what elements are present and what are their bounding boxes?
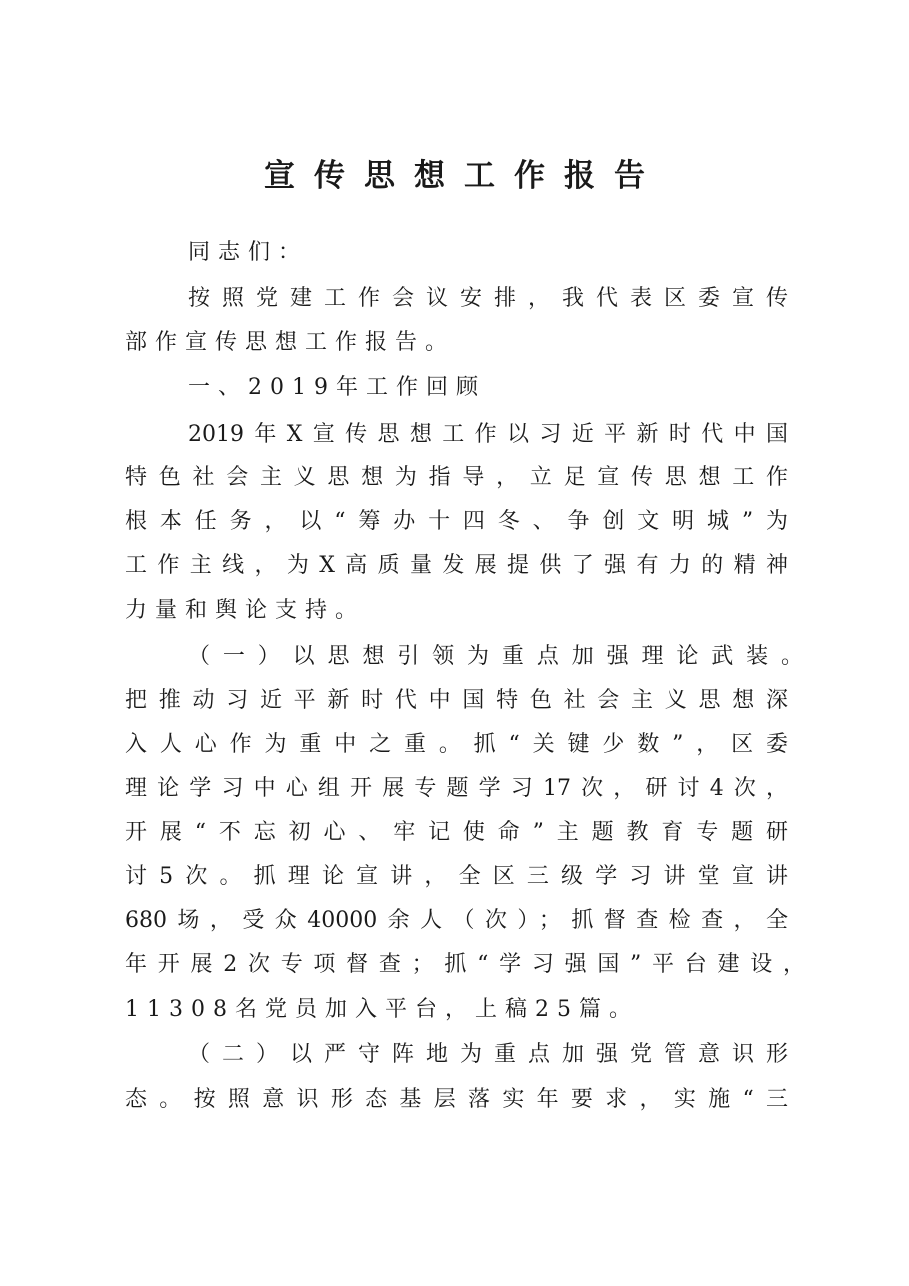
paragraph-line: 讨5次。抓理论宣讲，全区三级学习讲堂宣讲 — [125, 864, 788, 889]
salutation: 同志们： — [188, 240, 309, 265]
section-heading: 一、2019年工作回顾 — [188, 375, 486, 400]
paragraph-line: 特色社会主义思想为指导，立足宣传思想工作 — [125, 465, 788, 490]
paragraph-line: 按照党建工作会议安排，我代表区委宣传 — [188, 286, 788, 311]
paragraph-line: 11308名党员加入平台，上稿25篇。 — [125, 997, 639, 1022]
paragraph-line: 开展“不忘初心、牢记使命”主题教育专题研 — [125, 820, 788, 845]
paragraph-line: 工作主线，为X高质量发展提供了强有力的精神 — [125, 553, 788, 578]
paragraph-line: 理论学习中心组开展专题学习17次，研讨4次， — [125, 776, 788, 801]
paragraph-line: 态。按照意识形态基层落实年要求，实施“三 — [125, 1087, 788, 1112]
subsection-heading: （一）以思想引领为重点加强理论武装。 — [188, 644, 803, 669]
paragraph-line: 680场，受众40000余人（次）；抓督查检查，全 — [125, 908, 788, 933]
subsection-heading: （二）以严守阵地为重点加强党管意识形 — [188, 1042, 788, 1067]
paragraph-line: 部作宣传思想工作报告。 — [125, 330, 456, 355]
paragraph-line: 力量和舆论支持。 — [125, 598, 366, 623]
paragraph-line: 2019年X宣传思想工作以习近平新时代中国 — [188, 422, 788, 447]
paragraph-line: 入人心作为重中之重。抓“关键少数”，区委 — [125, 732, 788, 757]
document-title: 宣传思想工作报告 — [264, 158, 664, 194]
paragraph-line: 根本任务，以“筹办十四冬、争创文明城”为 — [125, 509, 788, 534]
paragraph-line: 把推动习近平新时代中国特色社会主义思想深 — [125, 688, 788, 713]
paragraph-line: 年开展2次专项督查；抓“学习强国”平台建设， — [125, 952, 805, 977]
